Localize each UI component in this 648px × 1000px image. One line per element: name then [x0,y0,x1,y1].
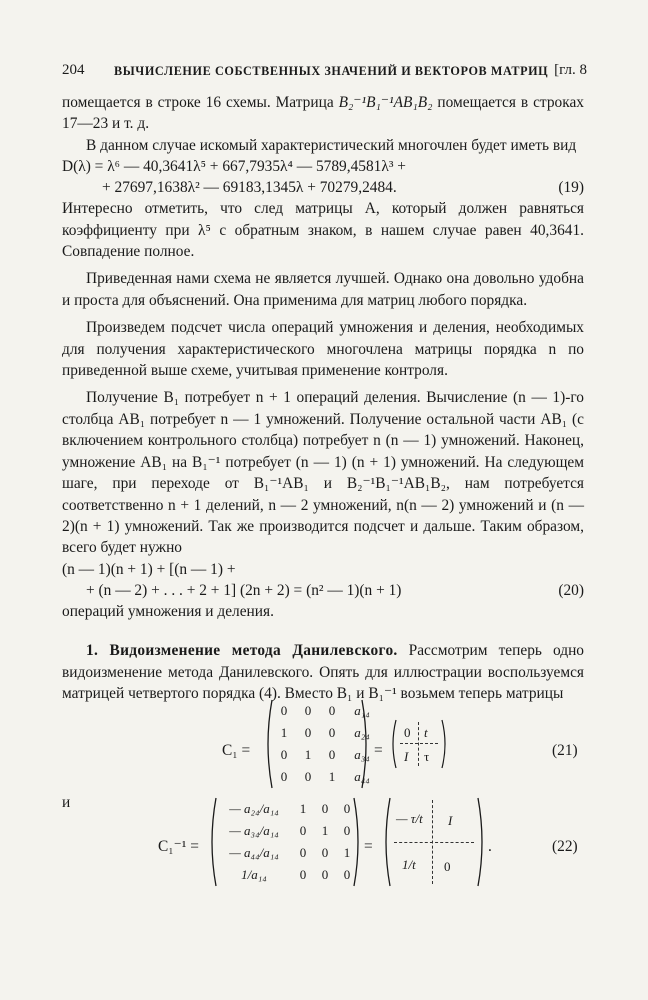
paragraph-1: помещается в строке 16 схемы. Матрица B₂⁻¹B₁⁻¹AB₁B₂ помещается в строках 17—23 и т. д. [62,94,584,133]
eq22-cell: — a₃₄/a₁₄ [229,823,279,838]
eq22-cell: 0 [321,845,329,860]
eq22-cell: 1 [321,823,329,838]
eq21-number: (21) [552,742,578,759]
paragraph-5: Произведем подсчет числа операций умножения и деления, необходимых для получения характеристического многочлена матрицы порядка n по приведенной выше схеме, учитывая применение контроля. [62,319,584,380]
eq22-cell: 0 [299,823,307,838]
eq21-cell: 1 [304,747,312,762]
eq22-cell: 0 [343,823,351,838]
eq19-line1: D(λ) = λ⁶ — 40,3641λ⁵ + 667,7935λ⁴ — 5789,4581λ³ + [62,158,406,176]
paragraph-7: операций умножения и деления. [62,602,274,620]
eq21-cell: 0 [280,703,288,718]
eq22-lhs: C₁⁻¹ = [158,838,199,855]
eq21-cell: 1 [280,725,288,740]
eq21-cell: a₁₄ [354,703,370,718]
eq21-cell: 0 [328,747,336,762]
paragraph-2: В данном случае искомый характеристический многочлен будет иметь вид [86,136,577,154]
conjunction: и [62,794,71,811]
eq21-cell: 0 [328,725,336,740]
eq19-line2: + 27697,1638λ² — 69183,1345λ + 70279,2484. (19) [62,177,584,198]
eq21-block: 0 t I τ [398,720,440,768]
eq21-cell: a₂₄ [354,725,370,740]
eq21-cell: 1 [328,769,336,784]
eq21-cell: 0 [328,703,336,718]
eq22-block-right-paren [476,796,488,888]
eq21-lhs: C₁ = [222,742,251,759]
page-number: 204 [62,62,85,78]
eq21-cell: 0 [304,703,312,718]
eq22-cell: 1 [299,801,307,816]
section-paragraph: 1. Видоизменение метода Данилевского. Рассмотрим теперь одно видоизменение метода Данилевского. Опять для иллюстрации воспользуемся матрицей четвертого порядка (4). Вместо B₁ и B₁⁻¹ возьмем теперь матрицы [62,642,584,702]
eq22-cell: 0 [299,867,307,882]
eq22-cell: 0 [299,845,307,860]
book-page: 204 ВЫЧИСЛЕНИЕ СОБСТВЕННЫХ ЗНАЧЕНИЙ И ВЕКТОРОВ МАТРИЦ [гл. 8 помещается в строке 16 схемы. Матрица B₂⁻¹B₁⁻¹AB₁B₂ помещается в строках 17—23 и т. д. В данном случае искомый характеристический многочлен будет иметь вид D(λ) = λ⁶ — 40,3641λ⁵ + 667,7935λ⁴ — 5789,4581λ³ + + 27697,1638λ² — 69183,1345λ + 70279,2484. (19) Интересно отметить, что след матрицы A, который должен равняться коэффициенту при λ⁵ с обратным знаком, в нашем случае равен 40,3641. Совпадение полное. Приведенная нами схема не является лучшей. Однако она довольно удобна и проста для объяснений. Она применима для матриц любого порядка. Произведем подсчет числа операций умножения и деления, необходимых для получения характеристического многочлена матрицы порядка n по приведенной выше схеме, учитывая применение контроля. Получение B₁ потребует n + 1 операций деления. Вычисление (n — 1)-го столбца AB₁ потребует n — 1 умножений. Получение остальной части AB₁ (с включением контрольного столбца) потребует n (n — 1) умножений. Наконец, умножение AB₁ на B₁⁻¹ потребует (n — 1) (n + 1) умножений. На следующем шаге, при переходе от B₁⁻¹AB₁ и B₂⁻¹B₁⁻¹AB₁B₂, нам потребуется соответственно n + 1 делений, n — 2 умножений, n(n — 2) умножений и (n — 2)(n + 1) умножений. Так же производится подсчет и дальше. Таким образом, всего будет нужно (n — 1)(n + 1) + [(n — 1) + + (n — 2) + . . . + 2 + 1] (2n + 2) = (n² — 1)(n + 1) (20) операций умножения и деления. 1. Видоизменение метода Данилевского. Рассмотрим теперь одно видоизменение метода Данилевского. Опять для иллюстрации воспользуемся матрицей четвертого порядка (4). Вместо B₁ и B₁⁻¹ возьмем теперь матрицы C₁ = 0 0 0 a₁₄ 1 0 0 a₂₄ 0 1 0 a₃₄ 0 0 1 a₄₄ = 0 t I τ (21) и C₁⁻¹ = — a₂₄/a₁₄ 1 0 0 — a₃₄/a₁₄ 0 1 0 — a₄₄/a₁₄ 0 0 1 1/a₁₄ 0 0 0 = — τ/t I 1/t 0 . (22) [0,0,648,1000]
eq20-line2: + (n — 2) + . . . + 2 + 1] (2n + 2) = (n² — 1)(n + 1) (20) [62,580,584,601]
eq22-cell: — a₂₄/a₁₄ [229,801,279,816]
equation-19 [62,156,584,198]
eq21-cell: 0 [304,769,312,784]
eq22-cell: 0 [321,867,329,882]
equation-20 [62,559,584,601]
paragraph-3: Интересно отметить, что след матрицы A, который должен равняться коэффициенту при λ⁵ с обратным знаком, в нашем случае равен 40,3641. Совпадение полное. [62,200,584,261]
eq21-block-left-paren [388,718,398,770]
paragraph-6: Получение B₁ потребует n + 1 операций деления. Вычисление (n — 1)-го столбца AB₁ потребует n — 1 умножений. Получение остальной части AB₁ (с включением контрольного столбца) потребует n (n — 1) умножений. Наконец, умножение AB₁ на B₁⁻¹ потребует (n — 1) (n + 1) умножений. На следующем шаге, при переходе от B₁⁻¹AB₁ и B₂⁻¹B₁⁻¹AB₁B₂, нам потребуется соответственно n + 1 делений, n — 2 умножений, n(n — 2) умножений и (n — 2)(n + 1) умножений. Так же производится подсчет и дальше. Таким образом, всего будет нужно [62,389,584,557]
eq22-cell: 0 [343,867,351,882]
eq22-cell: 1/a₁₄ [241,867,267,882]
eq21-cell: 0 [280,747,288,762]
eq22-cell: — a₄₄/a₁₄ [229,845,279,860]
page-header [62,60,587,82]
eq21-right-paren [360,698,372,790]
section-heading: 1. Видоизменение метода Данилевского. [86,642,398,660]
eq22-number: (22) [552,838,578,855]
eq22-cell: 1 [343,845,351,860]
paragraph-4: Приведенная нами схема не является лучшей. Однако она довольно удобна и проста для объяснений. Она применима для матриц любого порядка. [62,270,584,309]
eq22-cell: 0 [321,801,329,816]
eq19-number: (19) [558,179,584,197]
running-head: ВЫЧИСЛЕНИЕ СОБСТВЕННЫХ ЗНАЧЕНИЙ И ВЕКТОРОВ МАТРИЦ [114,64,549,78]
eq20-number: (20) [558,581,584,599]
page-body [62,92,584,704]
chapter-ref: [гл. 8 [554,62,587,78]
eq22-cell: 0 [343,801,351,816]
eq20-line1: (n — 1)(n + 1) + [(n — 1) + [62,560,236,578]
eq21-cell: 0 [280,769,288,784]
eq22-matrix [216,798,358,886]
eq22-right-paren [352,796,364,888]
eq22-block: — τ/t I 1/t 0 [392,798,476,886]
eq21-cell: a₄₄ [354,769,370,784]
eq22-block-left-paren [380,796,392,888]
eq21-cell: a₃₄ [354,747,370,762]
eq21-block-right-paren [440,718,450,770]
eq21-cell: 0 [304,725,312,740]
